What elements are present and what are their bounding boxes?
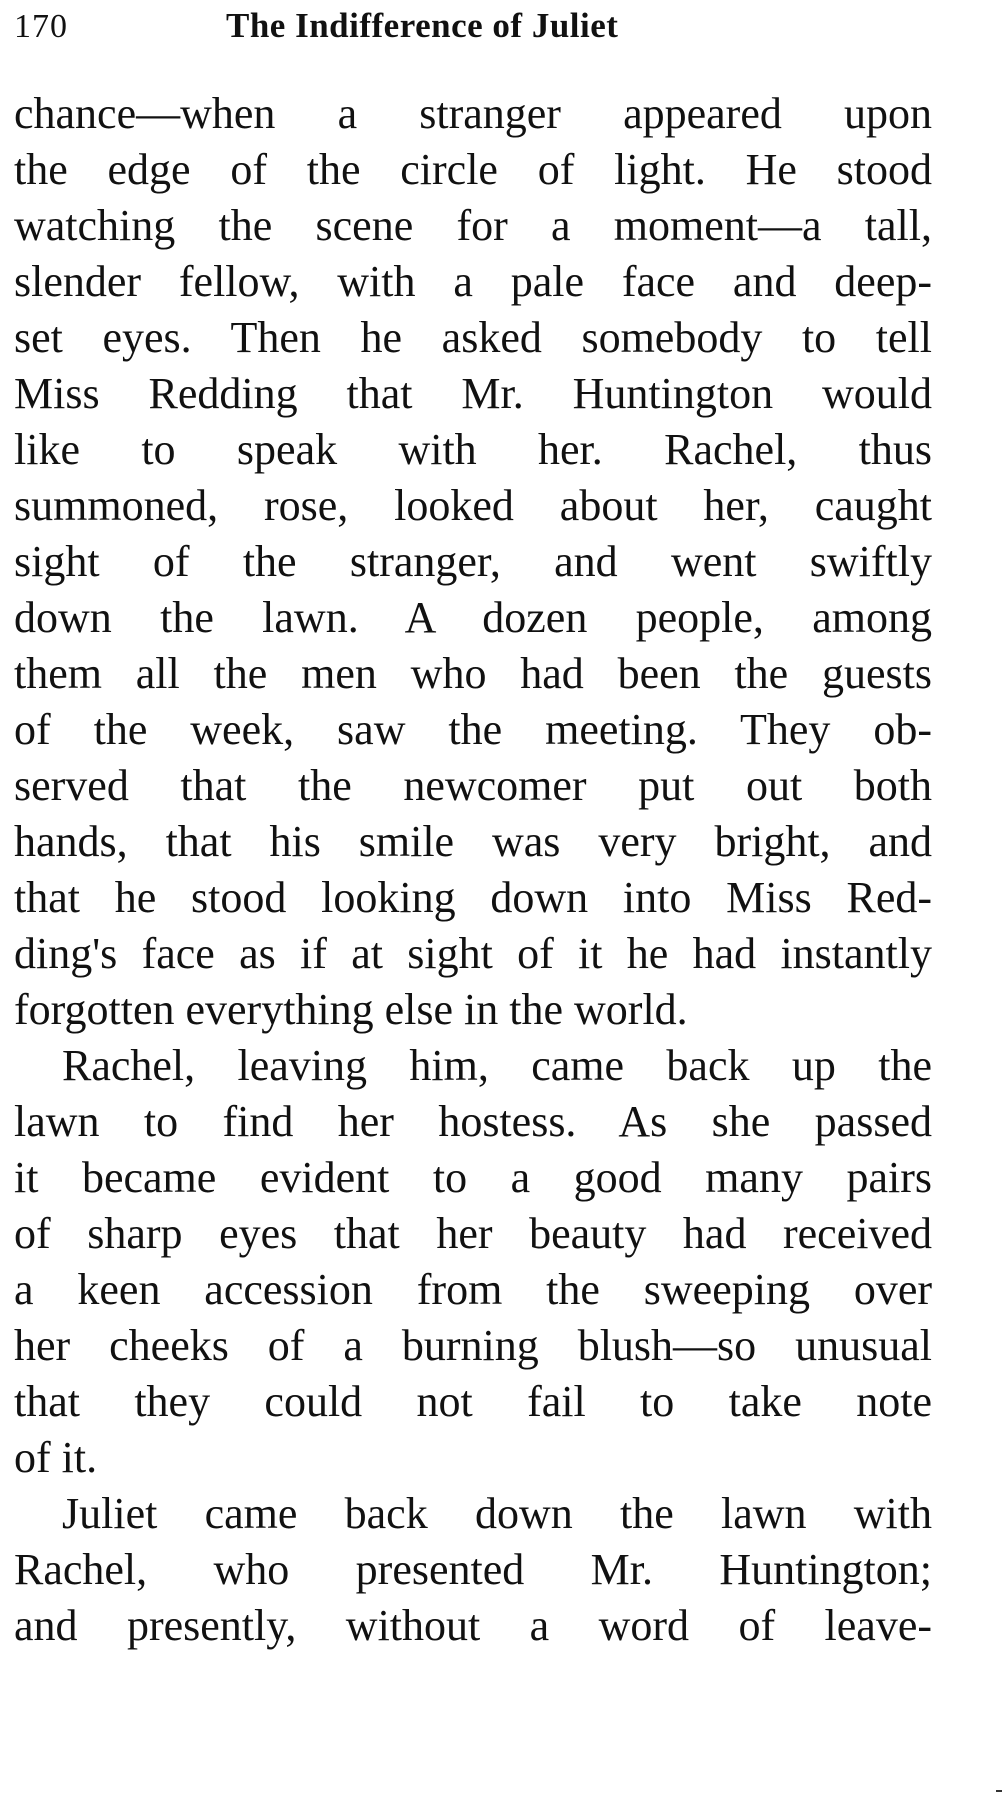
text-line: it became evident to a good many pairs (14, 1153, 932, 1202)
text-line: Miss Redding that Mr. Huntington would (14, 369, 932, 418)
text-line: served that the newcomer put out both (14, 761, 932, 810)
text-line: and presently, without a word of leave- (14, 1601, 932, 1650)
text-line: lawn to find her hostess. As she passed (14, 1097, 932, 1146)
text-line: set eyes. Then he asked somebody to tell (14, 313, 932, 362)
text-line: like to speak with her. Rachel, thus (14, 425, 932, 474)
running-title: The Indifference of Juliet (226, 6, 619, 45)
text-line: watching the scene for a moment—a tall, (14, 201, 932, 250)
text-line: that they could not fail to take note (14, 1377, 932, 1426)
text-line: a keen accession from the sweeping over (14, 1265, 932, 1314)
running-header (14, 2, 934, 62)
text-line: down the lawn. A dozen people, among (14, 593, 932, 642)
paragraph-2 (14, 1038, 932, 1486)
text-line: of it. (14, 1433, 98, 1482)
text-line: Rachel, who presented Mr. Huntington; (14, 1545, 932, 1594)
text-line: sight of the stranger, and went swiftly (14, 537, 932, 586)
scan-edge-mark (996, 1790, 1002, 1792)
text-line: chance—when a stranger appeared upon (14, 89, 932, 138)
text-line: slender fellow, with a pale face and deep- (14, 257, 932, 306)
page-number: 170 (14, 8, 68, 45)
text-line: the edge of the circle of light. He stood (14, 145, 932, 194)
text-line: them all the men who had been the guests (14, 649, 932, 698)
text-line: forgotten everything else in the world. (14, 985, 688, 1034)
text-line: of the week, saw the meeting. They ob- (14, 705, 932, 754)
text-line: of sharp eyes that her beauty had received (14, 1209, 932, 1258)
body-text (14, 86, 932, 1654)
text-line: Rachel, leaving him, came back up the (62, 1041, 932, 1090)
text-line: Juliet came back down the lawn with (62, 1489, 932, 1538)
text-line: her cheeks of a burning blush—so unusual (14, 1321, 932, 1370)
paragraph-3 (14, 1486, 932, 1654)
paragraph-1 (14, 86, 932, 1038)
text-line: hands, that his smile was very bright, and (14, 817, 932, 866)
text-line: summoned, rose, looked about her, caught (14, 481, 932, 530)
text-line: ding's face as if at sight of it he had instantly (14, 929, 932, 978)
text-line: that he stood looking down into Miss Red- (14, 873, 932, 922)
